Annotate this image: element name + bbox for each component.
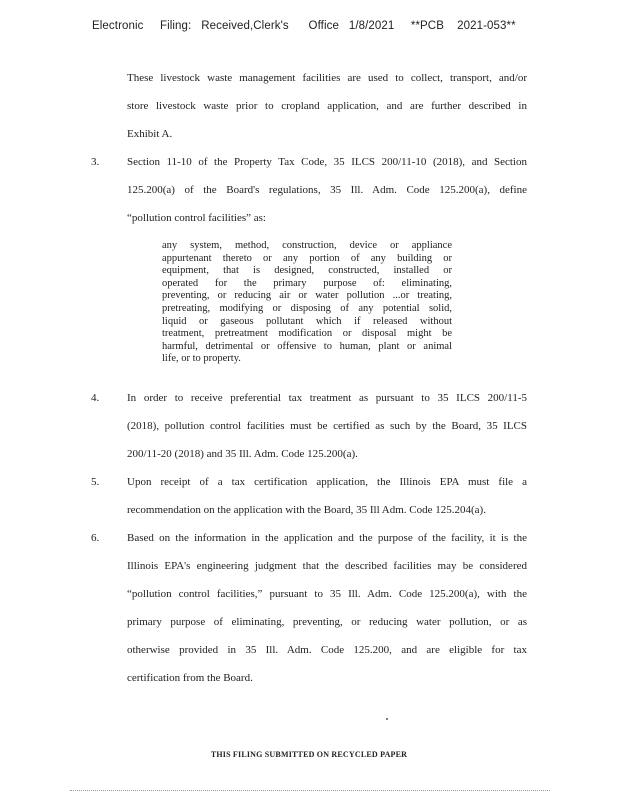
paragraph-line: Upon receipt of a tax certification application, the Illinois EPA must file a [127, 476, 527, 488]
paragraph-line: recommendation on the application with the Board, 35 Ill Adm. Code 125.204(a). [127, 504, 486, 516]
item-body [127, 468, 527, 524]
paragraph-line: “pollution control facilities” as: [127, 212, 266, 224]
quote-line: harmful, detrimental or offensive to human, plant or animal [162, 340, 452, 352]
scan-artifact-line [70, 790, 550, 792]
item-number: 4. [91, 392, 100, 404]
paragraph-line: Section 11-10 of the Property Tax Code, 35 ILCS 200/11-10 (2018), and Section [127, 156, 527, 168]
quote-line: equipment, that is designed, constructed, installed or [162, 265, 452, 277]
quote-line: operated for the primary purpose of: eliminating, [162, 277, 452, 289]
quote-line: appurtenant thereto or any portion of any building or [162, 252, 452, 264]
quote-line: life, or to property. [162, 353, 241, 365]
paragraph-line: 200/11-20 (2018) and 35 Ill. Adm. Code 125.200(a). [127, 448, 358, 460]
quote-line: liquid or gaseous pollutant which if released without [162, 315, 452, 327]
quote-line: preventing, or reducing air or water pollution ...or treating, [162, 290, 452, 302]
item-number: 5. [91, 476, 100, 488]
item-body [127, 148, 527, 232]
scan-artifact-dot [386, 718, 388, 720]
paragraph-line: certification from the Board. [127, 672, 253, 684]
recycled-paper-footer: THIS FILING SUBMITTED ON RECYCLED PAPER [210, 750, 408, 759]
paragraph-line: These livestock waste management facilities are used to collect, transport, and/or [127, 72, 527, 84]
paragraph-line: store livestock waste prior to cropland application, and are further described in [127, 100, 527, 112]
item-body [127, 384, 527, 468]
paragraph-line: (2018), pollution control facilities must be certified as such by the Board, 35 ILCS [127, 420, 527, 432]
intro-paragraph [127, 64, 527, 148]
item-body [127, 524, 527, 692]
paragraph-line: Exhibit A. [127, 128, 173, 140]
quote-line: treatment, pretreatment modification or disposal might be [162, 328, 452, 340]
item-number: 6. [91, 532, 100, 544]
paragraph-line: “pollution control facilities,” pursuant to 35 Ill. Adm. Code 125.200(a), with the [127, 588, 527, 600]
item-number: 3. [91, 156, 100, 168]
paragraph-line: otherwise provided in 35 Ill. Adm. Code 125.200, and are eligible for tax [127, 644, 527, 656]
paragraph-line: 125.200(a) of the Board's regulations, 35 Ill. Adm. Code 125.200(a), define [127, 184, 527, 196]
paragraph-line: In order to receive preferential tax treatment as pursuant to 35 ILCS 200/11-5 [127, 392, 527, 404]
quote-line: pretreating, modifying or disposing of any potential solid, [162, 302, 452, 314]
paragraph-line: primary purpose of eliminating, preventing, or reducing water pollution, or as [127, 616, 527, 628]
pollution-control-definition-quote [162, 240, 452, 366]
paragraph-line: Based on the information in the application and the purpose of the facility, it is the [127, 532, 527, 544]
filing-stamp-header: Electronic Filing: Received,Clerk's Office 1/8/2021 **PCB 2021-053** [92, 20, 516, 32]
paragraph-line: Illinois EPA's engineering judgment that the described facilities may be considered [127, 560, 527, 572]
quote-line: any system, method, construction, device or appliance [162, 240, 452, 251]
